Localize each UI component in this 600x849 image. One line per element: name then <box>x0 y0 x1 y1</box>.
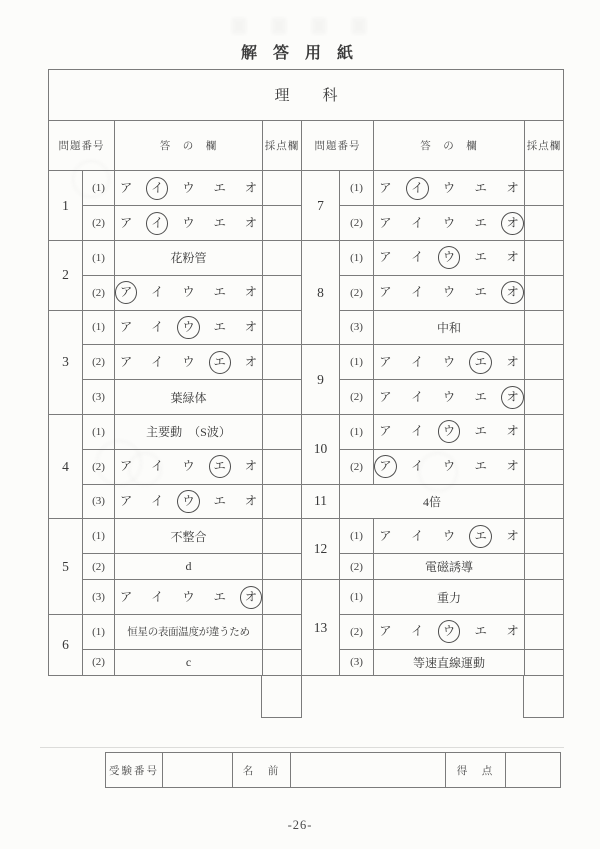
sub-question-number: (1) <box>83 614 115 649</box>
choice-option: オ <box>506 180 519 195</box>
answer-cell: 等速直線運動 <box>374 649 525 675</box>
choice-option: ア <box>379 389 392 404</box>
choice-option: ア <box>379 424 392 439</box>
grading-cell <box>263 614 302 649</box>
choice-row <box>115 490 262 513</box>
choice-option: エ <box>213 180 226 195</box>
answer-cell: c <box>115 649 263 675</box>
sub-question-number: (1) <box>340 171 374 206</box>
grading-cell <box>263 649 302 675</box>
header-answer-right: 答 の 欄 <box>374 120 525 171</box>
choice-option: エ <box>474 424 488 439</box>
grading-cell <box>263 206 302 241</box>
choice-option-selected: ウ <box>438 420 461 443</box>
choice-option: ア <box>119 493 133 508</box>
question-number: 1 <box>49 171 83 241</box>
choice-option: オ <box>244 285 258 300</box>
answer-cell <box>374 614 525 649</box>
choice-option-selected: オ <box>501 212 524 235</box>
choice-row <box>374 246 524 269</box>
choice-option: イ <box>410 424 424 439</box>
choice-option: オ <box>506 528 519 543</box>
sub-question-number: (2) <box>340 449 374 484</box>
choice-row <box>374 620 524 643</box>
choice-option-selected: イ <box>146 212 168 235</box>
question-number: 3 <box>49 310 83 414</box>
choice-option-selected: オ <box>501 386 524 409</box>
choice-option: オ <box>244 215 258 230</box>
choice-option: ア <box>379 624 392 639</box>
answer-cell <box>374 380 525 415</box>
choice-option: ア <box>379 528 392 543</box>
choice-row <box>374 455 524 478</box>
table-row <box>49 241 564 276</box>
page-number: -26- <box>287 818 313 832</box>
name-field <box>291 753 446 788</box>
sub-question-number: (2) <box>83 345 115 380</box>
answer-cell <box>115 206 263 241</box>
choice-option: オ <box>506 459 519 474</box>
examinee-number-label: 受験番号 <box>106 753 163 788</box>
sub-question-number: (2) <box>340 206 374 241</box>
sub-question-number: (3) <box>83 380 115 415</box>
choice-option: イ <box>151 354 164 369</box>
answer-cell <box>374 206 525 241</box>
choice-option: ウ <box>442 354 456 369</box>
choice-row <box>374 386 524 409</box>
sub-question-number: (1) <box>83 171 115 206</box>
grading-total-box-left <box>261 676 302 718</box>
choice-option: イ <box>410 528 424 543</box>
choice-option: イ <box>410 285 424 300</box>
answer-cell <box>115 275 263 310</box>
choice-option: エ <box>474 459 488 474</box>
choice-row <box>115 212 262 235</box>
choice-option: イ <box>151 319 164 334</box>
grading-cell <box>525 484 564 519</box>
grading-cell <box>525 614 564 649</box>
sub-question-number: (1) <box>83 519 115 554</box>
choice-option-selected: エ <box>469 351 492 374</box>
grading-cell <box>525 380 564 415</box>
choice-option-selected: エ <box>209 351 231 374</box>
choice-option-selected: エ <box>209 455 231 478</box>
choice-option: イ <box>151 493 164 508</box>
question-number: 10 <box>302 414 340 484</box>
examinee-number-field <box>163 753 233 788</box>
choice-option: ア <box>379 285 392 300</box>
choice-option: ウ <box>442 285 456 300</box>
grading-cell <box>263 380 302 415</box>
choice-option-selected: イ <box>406 177 429 200</box>
answer-cell: 主要動 （S波） <box>115 414 263 449</box>
answer-table-body <box>49 171 564 676</box>
choice-option: エ <box>474 624 488 639</box>
choice-option: ウ <box>442 215 456 230</box>
question-number: 11 <box>302 484 340 519</box>
table-row <box>49 484 564 519</box>
grading-cell <box>525 519 564 554</box>
question-number: 13 <box>302 580 340 676</box>
score-label: 得 点 <box>446 753 506 788</box>
choice-option-selected: ア <box>115 281 137 304</box>
grading-cell <box>525 580 564 615</box>
sub-question-number: (1) <box>340 580 374 615</box>
choice-option: オ <box>244 354 258 369</box>
answer-cell <box>374 414 525 449</box>
choice-row <box>115 586 262 609</box>
choice-row <box>115 316 262 339</box>
choice-option: イ <box>410 389 424 404</box>
choice-option: エ <box>474 215 488 230</box>
sub-question-number: (2) <box>83 554 115 580</box>
choice-option: ウ <box>182 215 195 230</box>
choice-option: ア <box>119 180 133 195</box>
bleed-through-artifact <box>232 18 392 34</box>
sub-question-number: (1) <box>340 345 374 380</box>
grading-cell <box>263 241 302 276</box>
sub-question-number: (1) <box>340 414 374 449</box>
answer-cell: 不整合 <box>115 519 263 554</box>
grading-cell <box>263 414 302 449</box>
choice-option: オ <box>244 459 258 474</box>
choice-option: オ <box>244 493 258 508</box>
sub-question-number: (1) <box>83 414 115 449</box>
choice-option: イ <box>410 215 424 230</box>
sub-question-number: (1) <box>340 241 374 276</box>
choice-row <box>115 351 262 374</box>
choice-option: エ <box>213 319 226 334</box>
choice-option: ア <box>119 215 133 230</box>
choice-option: ウ <box>182 589 195 604</box>
choice-option: イ <box>410 624 424 639</box>
choice-option: オ <box>506 354 519 369</box>
choice-option: エ <box>474 250 488 265</box>
answer-cell <box>374 449 525 484</box>
page-title: 解 答 用 紙 <box>240 45 359 62</box>
choice-option: オ <box>506 624 519 639</box>
header-grading-left: 採点欄 <box>263 120 302 171</box>
choice-option: エ <box>213 589 226 604</box>
choice-option: エ <box>474 389 488 404</box>
grading-total-box-right <box>523 676 564 718</box>
answer-cell <box>374 519 525 554</box>
answer-cell: 葉緑体 <box>115 380 263 415</box>
grading-cell <box>263 484 302 519</box>
grading-cell <box>525 310 564 345</box>
footer-bar <box>105 752 561 788</box>
question-number: 2 <box>49 241 83 311</box>
question-number: 8 <box>302 241 340 345</box>
sub-question-number: (3) <box>340 649 374 675</box>
choice-row <box>115 455 262 478</box>
grading-cell <box>525 275 564 310</box>
choice-option: ア <box>119 354 133 369</box>
header-answer-left: 答 の 欄 <box>115 120 263 171</box>
answer-cell: 花粉管 <box>115 241 263 276</box>
choice-row <box>115 281 262 304</box>
name-label: 名 前 <box>233 753 291 788</box>
sub-question-number: (2) <box>340 275 374 310</box>
choice-option: イ <box>410 354 424 369</box>
answer-cell <box>374 241 525 276</box>
choice-option: イ <box>151 285 164 300</box>
choice-option-selected: ウ <box>438 246 461 269</box>
table-row <box>49 580 564 615</box>
question-number: 5 <box>49 519 83 615</box>
choice-option-selected: ウ <box>438 620 461 643</box>
header-question-no-left: 問題番号 <box>49 120 115 171</box>
table-row <box>49 345 564 380</box>
grading-cell <box>525 649 564 675</box>
choice-option-selected: オ <box>501 281 524 304</box>
answer-cell: 電磁誘導 <box>374 554 525 580</box>
sub-question-number: (3) <box>83 484 115 519</box>
answer-cell <box>115 449 263 484</box>
question-number: 9 <box>302 345 340 415</box>
choice-row <box>115 177 262 200</box>
table-row <box>49 519 564 554</box>
sub-question-number: (1) <box>83 310 115 345</box>
choice-row <box>374 281 524 304</box>
sub-question-number: (1) <box>340 519 374 554</box>
subject-title: 理科 <box>49 70 564 121</box>
grading-cell <box>525 554 564 580</box>
sub-question-number: (2) <box>83 206 115 241</box>
answer-cell <box>115 484 263 519</box>
answer-cell <box>115 171 263 206</box>
answer-cell: 中和 <box>374 310 525 345</box>
choice-option: エ <box>213 493 226 508</box>
score-field <box>506 753 561 788</box>
answer-cell <box>374 275 525 310</box>
answer-cell <box>115 580 263 615</box>
grading-cell <box>525 206 564 241</box>
choice-option-selected: エ <box>469 525 492 548</box>
table-row <box>49 414 564 449</box>
choice-option: イ <box>410 459 424 474</box>
choice-option: オ <box>506 250 519 265</box>
choice-option-selected: イ <box>146 177 168 200</box>
bleed-through-artifact <box>40 747 564 748</box>
choice-option: エ <box>474 180 488 195</box>
choice-row <box>374 420 524 443</box>
header-grading-right: 採点欄 <box>525 120 564 171</box>
choice-option-selected: ウ <box>177 490 199 513</box>
choice-option: ウ <box>442 389 456 404</box>
answer-cell <box>374 171 525 206</box>
question-number: 7 <box>302 171 340 241</box>
grading-cell <box>525 345 564 380</box>
choice-row <box>374 525 524 548</box>
grading-cell <box>525 171 564 206</box>
grading-cell <box>263 310 302 345</box>
choice-option: ウ <box>442 180 456 195</box>
answer-cell <box>115 345 263 380</box>
choice-option: イ <box>151 459 164 474</box>
choice-option: ウ <box>182 459 195 474</box>
sub-question-number: (1) <box>83 241 115 276</box>
grading-cell <box>263 345 302 380</box>
answer-cell: 恒星の表面温度が違うため <box>115 614 263 649</box>
answer-cell <box>115 310 263 345</box>
sub-question-number: (2) <box>83 449 115 484</box>
choice-option: ウ <box>182 354 195 369</box>
choice-option: イ <box>410 250 424 265</box>
choice-option: イ <box>151 589 164 604</box>
grading-cell <box>525 449 564 484</box>
choice-option: ウ <box>182 180 195 195</box>
sub-question-number: (2) <box>83 649 115 675</box>
table-row <box>49 171 564 206</box>
sub-question-number: (2) <box>83 275 115 310</box>
grading-cell <box>263 554 302 580</box>
choice-option-selected: ウ <box>177 316 199 339</box>
choice-option-selected: オ <box>240 586 262 609</box>
grading-cell <box>525 414 564 449</box>
grading-cell <box>263 171 302 206</box>
choice-option: エ <box>213 215 226 230</box>
choice-option: エ <box>474 285 488 300</box>
choice-option: ウ <box>182 285 195 300</box>
choice-option: ウ <box>442 459 456 474</box>
answer-table <box>48 69 564 676</box>
grading-cell <box>263 580 302 615</box>
question-number: 12 <box>302 519 340 580</box>
choice-option: ア <box>119 589 133 604</box>
question-number: 4 <box>49 414 83 518</box>
choice-option: ア <box>119 459 133 474</box>
grading-cell <box>263 519 302 554</box>
choice-option: ア <box>119 319 133 334</box>
answer-cell: 重力 <box>374 580 525 615</box>
sub-question-number: (2) <box>340 380 374 415</box>
choice-option: オ <box>244 319 258 334</box>
choice-row <box>374 212 524 235</box>
question-number: 6 <box>49 614 83 675</box>
grading-cell <box>263 449 302 484</box>
choice-option: ウ <box>442 528 456 543</box>
header-question-no-right: 問題番号 <box>302 120 374 171</box>
sub-question-number: (2) <box>340 614 374 649</box>
choice-row <box>374 177 524 200</box>
choice-option: オ <box>244 180 258 195</box>
choice-option: ア <box>379 250 392 265</box>
choice-option: ア <box>379 354 392 369</box>
grading-cell <box>525 241 564 276</box>
choice-option: オ <box>506 424 519 439</box>
sub-question-number: (2) <box>340 554 374 580</box>
choice-option-selected: ア <box>374 455 397 478</box>
answer-cell: 4倍 <box>340 484 525 519</box>
choice-row <box>374 351 524 374</box>
sub-question-number: (3) <box>340 310 374 345</box>
grading-cell <box>263 275 302 310</box>
sub-question-number: (3) <box>83 580 115 615</box>
choice-option: ア <box>379 180 392 195</box>
choice-option: ア <box>379 215 392 230</box>
answer-table-head-rows <box>49 70 564 171</box>
answer-cell <box>374 345 525 380</box>
answer-cell: d <box>115 554 263 580</box>
choice-option: エ <box>213 285 226 300</box>
